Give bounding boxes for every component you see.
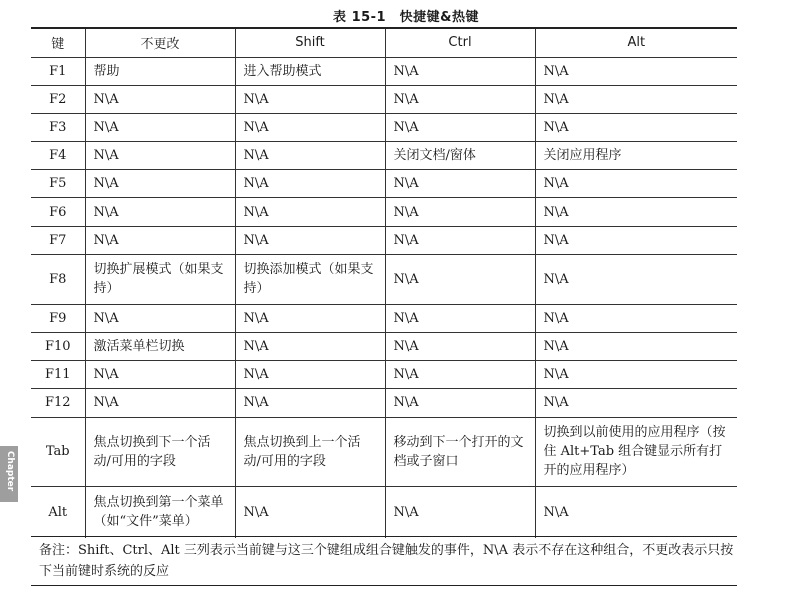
- key-cell: F7: [31, 226, 85, 254]
- no-modifier-cell: N\A: [85, 113, 235, 141]
- shift-cell: 焦点切换到上一个活动/可用的字段: [235, 417, 385, 486]
- no-modifier-cell: N\A: [85, 361, 235, 389]
- shift-cell: N\A: [235, 486, 385, 538]
- table-row: [31, 417, 737, 486]
- shift-cell: 切换添加模式（如果支持）: [235, 254, 385, 304]
- shift-cell: N\A: [235, 85, 385, 113]
- alt-cell: N\A: [535, 57, 737, 85]
- header-no-modifier: 不更改: [85, 28, 235, 57]
- alt-cell: N\A: [535, 333, 737, 361]
- table-row: [31, 254, 737, 304]
- ctrl-cell: N\A: [385, 304, 535, 332]
- no-modifier-cell: 焦点切换到第一个菜单（如“文件”菜单）: [85, 486, 235, 538]
- shift-cell: N\A: [235, 333, 385, 361]
- header-key: 键: [51, 37, 65, 53]
- alt-cell: N\A: [535, 85, 737, 113]
- table-row: [31, 226, 737, 254]
- alt-cell: N\A: [535, 226, 737, 254]
- shift-cell: N\A: [235, 113, 385, 141]
- ctrl-cell: N\A: [385, 254, 535, 304]
- key-cell: F6: [31, 198, 85, 226]
- key-cell: F1: [31, 57, 85, 85]
- table-row: [31, 198, 737, 226]
- alt-cell: N\A: [535, 198, 737, 226]
- key-cell: F12: [31, 389, 85, 417]
- no-modifier-cell: N\A: [85, 226, 235, 254]
- table-row: [31, 170, 737, 198]
- shortcut-table: [31, 27, 737, 538]
- key-cell: F9: [31, 304, 85, 332]
- table-row: [31, 113, 737, 141]
- no-modifier-cell: N\A: [85, 85, 235, 113]
- alt-cell: N\A: [535, 170, 737, 198]
- key-cell: F3: [31, 113, 85, 141]
- ctrl-cell: N\A: [385, 361, 535, 389]
- table-row: [31, 361, 737, 389]
- ctrl-cell: N\A: [385, 486, 535, 538]
- shift-cell: N\A: [235, 226, 385, 254]
- ctrl-cell: N\A: [385, 170, 535, 198]
- header-shift: Shift: [235, 28, 385, 57]
- chapter-label: Chapter: [5, 450, 15, 492]
- shift-cell: N\A: [235, 389, 385, 417]
- ctrl-cell: N\A: [385, 226, 535, 254]
- table-row: [31, 389, 737, 417]
- no-modifier-cell: 激活菜单栏切换: [85, 333, 235, 361]
- no-modifier-cell: N\A: [85, 389, 235, 417]
- key-cell: F11: [31, 361, 85, 389]
- table-bottom-rule: [31, 536, 737, 537]
- ctrl-cell: 关闭文档/窗体: [385, 142, 535, 170]
- no-modifier-cell: N\A: [85, 198, 235, 226]
- header-alt: Alt: [535, 28, 737, 57]
- ctrl-cell: N\A: [385, 85, 535, 113]
- shift-cell: N\A: [235, 170, 385, 198]
- no-modifier-cell: N\A: [85, 170, 235, 198]
- ctrl-cell: N\A: [385, 198, 535, 226]
- key-cell: F5: [31, 170, 85, 198]
- table-row: [31, 486, 737, 538]
- table-header-row: [31, 28, 737, 57]
- table-row: [31, 57, 737, 85]
- table-row: [31, 304, 737, 332]
- key-cell: F4: [31, 142, 85, 170]
- shift-cell: N\A: [235, 142, 385, 170]
- shift-cell: N\A: [235, 198, 385, 226]
- shift-cell: 进入帮助模式: [235, 57, 385, 85]
- no-modifier-cell: 切换扩展模式（如果支持）: [85, 254, 235, 304]
- key-cell: F10: [31, 333, 85, 361]
- note-bottom-rule: [31, 585, 737, 586]
- alt-cell: N\A: [535, 254, 737, 304]
- key-cell: F2: [31, 85, 85, 113]
- key-cell: F8: [31, 254, 85, 304]
- alt-cell: N\A: [535, 361, 737, 389]
- alt-cell: N\A: [535, 113, 737, 141]
- ctrl-cell: N\A: [385, 389, 535, 417]
- shift-cell: N\A: [235, 361, 385, 389]
- ctrl-cell: N\A: [385, 113, 535, 141]
- ctrl-cell: N\A: [385, 333, 535, 361]
- no-modifier-cell: N\A: [85, 142, 235, 170]
- no-modifier-cell: 帮助: [85, 57, 235, 85]
- alt-cell: N\A: [535, 389, 737, 417]
- ctrl-cell: N\A: [385, 57, 535, 85]
- table-row: [31, 85, 737, 113]
- alt-cell: 切换到以前使用的应用程序（按住 Alt+Tab 组合键显示所有打开的应用程序）: [535, 417, 737, 486]
- key-cell: Tab: [31, 417, 85, 486]
- table-caption: 表 15-1 快捷键&热键: [333, 10, 479, 25]
- no-modifier-cell: N\A: [85, 304, 235, 332]
- alt-cell: 关闭应用程序: [535, 142, 737, 170]
- table-note: 备注：Shift、Ctrl、Alt 三列表示当前键与这三个键组成组合键触发的事件，N\A 表示不存在这种组合，不更改表示只按下当前键时系统的反应: [39, 543, 734, 579]
- key-cell: Alt: [31, 486, 85, 538]
- alt-cell: N\A: [535, 486, 737, 538]
- header-ctrl: Ctrl: [385, 28, 535, 57]
- table-row: [31, 142, 737, 170]
- ctrl-cell: 移动到下一个打开的文档或子窗口: [385, 417, 535, 486]
- table-row: [31, 333, 737, 361]
- no-modifier-cell: 焦点切换到下一个活动/可用的字段: [85, 417, 235, 486]
- shift-cell: N\A: [235, 304, 385, 332]
- chapter-side-tab: [0, 446, 18, 502]
- alt-cell: N\A: [535, 304, 737, 332]
- shortcut-table-container: [31, 27, 737, 538]
